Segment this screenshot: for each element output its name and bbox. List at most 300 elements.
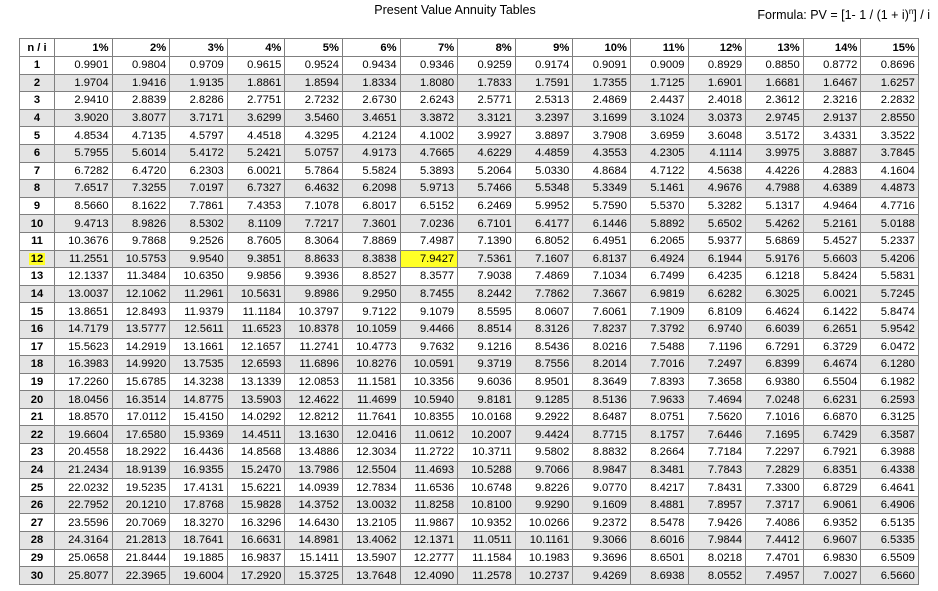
- value-cell: 4.7122: [630, 162, 688, 180]
- value-cell: 5.7245: [861, 285, 919, 303]
- value-cell: 12.6593: [227, 356, 285, 374]
- value-cell: 7.3667: [573, 285, 631, 303]
- value-cell: 0.9434: [342, 57, 400, 75]
- value-cell: 8.0552: [688, 567, 746, 585]
- value-cell: 0.9615: [227, 57, 285, 75]
- value-cell: 9.4424: [515, 426, 573, 444]
- value-cell: 6.9352: [803, 514, 861, 532]
- value-cell: 8.5436: [515, 338, 573, 356]
- value-cell: 6.8052: [515, 232, 573, 250]
- value-cell: 7.5488: [630, 338, 688, 356]
- value-cell: 0.9091: [573, 57, 631, 75]
- period-cell: 28: [20, 532, 55, 550]
- value-cell: 13.1661: [170, 338, 228, 356]
- value-cell: 13.1630: [285, 426, 343, 444]
- table-row: [20, 444, 919, 462]
- value-cell: 3.4331: [803, 127, 861, 145]
- value-cell: 14.0292: [227, 408, 285, 426]
- value-cell: 7.2297: [746, 444, 804, 462]
- value-cell: 5.3282: [688, 197, 746, 215]
- value-cell: 2.4018: [688, 92, 746, 110]
- period-cell: 3: [20, 92, 55, 110]
- value-cell: 5.2421: [227, 144, 285, 162]
- value-cell: 12.0416: [342, 426, 400, 444]
- value-cell: 6.3025: [746, 285, 804, 303]
- value-cell: 11.2578: [458, 567, 516, 585]
- value-cell: 9.1216: [458, 338, 516, 356]
- value-cell: 1.9416: [112, 74, 170, 92]
- value-cell: 8.7556: [515, 356, 573, 374]
- value-cell: 8.8832: [573, 444, 631, 462]
- rate-header: 3%: [170, 39, 228, 57]
- value-cell: 14.8775: [170, 391, 228, 409]
- value-cell: 7.8393: [630, 373, 688, 391]
- value-cell: 2.9410: [55, 92, 113, 110]
- value-cell: 11.6536: [400, 479, 458, 497]
- rate-header: 8%: [458, 39, 516, 57]
- value-cell: 6.5504: [803, 373, 861, 391]
- value-cell: 3.8077: [112, 109, 170, 127]
- value-cell: 9.9290: [515, 496, 573, 514]
- table-row: [20, 144, 919, 162]
- value-cell: 10.8100: [458, 496, 516, 514]
- value-cell: 12.8212: [285, 408, 343, 426]
- value-cell: 7.3255: [112, 180, 170, 198]
- value-cell: 17.2260: [55, 373, 113, 391]
- value-cell: 6.8399: [746, 356, 804, 374]
- rate-header: 12%: [688, 39, 746, 57]
- value-cell: 1.7125: [630, 74, 688, 92]
- value-cell: 7.8957: [688, 496, 746, 514]
- value-cell: 6.9819: [630, 285, 688, 303]
- value-cell: 5.7864: [285, 162, 343, 180]
- value-cell: 2.4437: [630, 92, 688, 110]
- value-cell: 6.5509: [861, 549, 919, 567]
- value-cell: 11.0511: [458, 532, 516, 550]
- value-cell: 11.2741: [285, 338, 343, 356]
- value-cell: 8.6938: [630, 567, 688, 585]
- value-cell: 6.1280: [861, 356, 919, 374]
- value-cell: 11.2722: [400, 444, 458, 462]
- value-cell: 5.7590: [573, 197, 631, 215]
- value-cell: 11.7641: [342, 408, 400, 426]
- period-cell: 27: [20, 514, 55, 532]
- value-cell: 9.3696: [573, 549, 631, 567]
- value-cell: 10.1161: [515, 532, 573, 550]
- value-cell: 6.4235: [688, 268, 746, 286]
- table-row: [20, 180, 919, 198]
- value-cell: 7.3658: [688, 373, 746, 391]
- value-cell: 10.0168: [458, 408, 516, 426]
- value-cell: 2.8286: [170, 92, 228, 110]
- period-cell: 30: [20, 567, 55, 585]
- value-cell: 4.4518: [227, 127, 285, 145]
- value-cell: 21.2813: [112, 532, 170, 550]
- value-cell: 6.2303: [170, 162, 228, 180]
- period-cell: [20, 250, 55, 268]
- period-cell: 4: [20, 109, 55, 127]
- value-cell: 11.1581: [342, 373, 400, 391]
- value-cell: 9.1079: [400, 303, 458, 321]
- value-cell: 6.8729: [803, 479, 861, 497]
- value-cell: 7.8431: [688, 479, 746, 497]
- value-cell: 6.4674: [803, 356, 861, 374]
- value-cell: 4.4226: [746, 162, 804, 180]
- value-cell: 0.8850: [746, 57, 804, 75]
- value-cell: 12.2777: [400, 549, 458, 567]
- value-cell: 9.3851: [227, 250, 285, 268]
- value-cell: 6.3125: [861, 408, 919, 426]
- value-cell: 3.9020: [55, 109, 113, 127]
- value-cell: 6.4924: [630, 250, 688, 268]
- value-cell: 5.9176: [746, 250, 804, 268]
- value-cell: 3.5172: [746, 127, 804, 145]
- value-cell: 7.3717: [746, 496, 804, 514]
- value-cell: 8.5478: [630, 514, 688, 532]
- value-cell: 15.3725: [285, 567, 343, 585]
- value-cell: 14.8568: [227, 444, 285, 462]
- value-cell: 11.0612: [400, 426, 458, 444]
- value-cell: 13.1339: [227, 373, 285, 391]
- value-cell: 0.9346: [400, 57, 458, 75]
- value-cell: 3.9927: [458, 127, 516, 145]
- value-cell: 9.8181: [458, 391, 516, 409]
- value-cell: 8.2442: [458, 285, 516, 303]
- value-cell: 10.2737: [515, 567, 573, 585]
- value-cell: 16.3983: [55, 356, 113, 374]
- value-cell: 6.5135: [861, 514, 919, 532]
- value-cell: 13.5907: [342, 549, 400, 567]
- value-cell: 6.4641: [861, 479, 919, 497]
- value-cell: 11.8258: [400, 496, 458, 514]
- value-cell: 8.5302: [170, 215, 228, 233]
- value-cell: 8.0751: [630, 408, 688, 426]
- table-row: [20, 549, 919, 567]
- value-cell: 14.9920: [112, 356, 170, 374]
- value-cell: 8.4881: [630, 496, 688, 514]
- table-row: [20, 426, 919, 444]
- table-row: [20, 285, 919, 303]
- table-row: [20, 268, 919, 286]
- period-cell: 20: [20, 391, 55, 409]
- value-cell: 10.0266: [515, 514, 573, 532]
- value-cell: 11.4699: [342, 391, 400, 409]
- value-cell: 25.0658: [55, 549, 113, 567]
- table-row: [20, 514, 919, 532]
- value-cell: 19.6604: [55, 426, 113, 444]
- value-cell: 4.9173: [342, 144, 400, 162]
- value-cell: 4.9464: [803, 197, 861, 215]
- period-cell: 11: [20, 232, 55, 250]
- value-cell: 5.2337: [861, 232, 919, 250]
- value-cell: 10.8276: [342, 356, 400, 374]
- value-cell: 7.4412: [746, 532, 804, 550]
- value-cell: 19.5235: [112, 479, 170, 497]
- value-cell: 18.3270: [170, 514, 228, 532]
- value-cell: 0.9259: [458, 57, 516, 75]
- value-cell: 0.8772: [803, 57, 861, 75]
- value-cell: 22.3965: [112, 567, 170, 585]
- table-row: [20, 320, 919, 338]
- value-cell: 6.7921: [803, 444, 861, 462]
- value-cell: 10.9352: [458, 514, 516, 532]
- rate-header: 4%: [227, 39, 285, 57]
- period-cell: 8: [20, 180, 55, 198]
- value-cell: 9.3719: [458, 356, 516, 374]
- value-cell: 6.1944: [688, 250, 746, 268]
- value-cell: 8.3064: [285, 232, 343, 250]
- value-cell: 5.4206: [861, 250, 919, 268]
- value-cell: 2.3216: [803, 92, 861, 110]
- value-cell: 0.9709: [170, 57, 228, 75]
- value-cell: 12.8493: [112, 303, 170, 321]
- value-cell: 7.3300: [746, 479, 804, 497]
- value-cell: 21.2434: [55, 461, 113, 479]
- value-cell: 4.2124: [342, 127, 400, 145]
- period-cell: 2: [20, 74, 55, 92]
- value-cell: 5.9542: [861, 320, 919, 338]
- value-cell: 7.4694: [688, 391, 746, 409]
- value-cell: 18.8570: [55, 408, 113, 426]
- value-cell: 14.8981: [285, 532, 343, 550]
- period-cell: 24: [20, 461, 55, 479]
- value-cell: 2.9745: [746, 109, 804, 127]
- value-cell: 5.6603: [803, 250, 861, 268]
- value-cell: 2.6243: [400, 92, 458, 110]
- value-cell: 7.9038: [458, 268, 516, 286]
- value-cell: 7.4869: [515, 268, 573, 286]
- value-cell: 8.9847: [573, 461, 631, 479]
- value-cell: 7.7843: [688, 461, 746, 479]
- table-row: [20, 109, 919, 127]
- value-cell: 17.0112: [112, 408, 170, 426]
- value-cell: 7.0236: [400, 215, 458, 233]
- value-cell: 8.0218: [688, 549, 746, 567]
- value-cell: 8.3126: [515, 320, 573, 338]
- value-cell: 1.7833: [458, 74, 516, 92]
- value-cell: 4.4873: [861, 180, 919, 198]
- value-cell: 5.0330: [515, 162, 573, 180]
- value-cell: 11.6523: [227, 320, 285, 338]
- value-cell: 12.1371: [400, 532, 458, 550]
- value-cell: 8.6487: [573, 408, 631, 426]
- value-cell: 24.3164: [55, 532, 113, 550]
- value-cell: 5.3349: [573, 180, 631, 198]
- value-cell: 10.0591: [400, 356, 458, 374]
- value-cell: 5.4172: [170, 144, 228, 162]
- value-cell: 6.0472: [861, 338, 919, 356]
- value-cell: 10.5288: [458, 461, 516, 479]
- table-row: [20, 74, 919, 92]
- value-cell: 5.6502: [688, 215, 746, 233]
- table-row: [20, 215, 919, 233]
- value-cell: 8.0216: [573, 338, 631, 356]
- value-cell: 6.5335: [861, 532, 919, 550]
- value-cell: 7.7861: [170, 197, 228, 215]
- value-cell: 9.8226: [515, 479, 573, 497]
- value-cell: 9.2372: [573, 514, 631, 532]
- value-cell: 5.2161: [803, 215, 861, 233]
- value-cell: 5.9713: [400, 180, 458, 198]
- value-cell: 3.8897: [515, 127, 573, 145]
- value-cell: 15.5623: [55, 338, 113, 356]
- period-cell: 29: [20, 549, 55, 567]
- value-cell: 5.6869: [746, 232, 804, 250]
- value-cell: 9.3936: [285, 268, 343, 286]
- period-cell: 25: [20, 479, 55, 497]
- value-cell: 17.8768: [170, 496, 228, 514]
- formula-exponent: n: [908, 7, 914, 16]
- value-cell: 16.3514: [112, 391, 170, 409]
- value-cell: 10.1059: [342, 320, 400, 338]
- value-cell: 9.9856: [227, 268, 285, 286]
- value-cell: 4.5638: [688, 162, 746, 180]
- value-cell: 6.6870: [803, 408, 861, 426]
- value-cell: 4.7988: [746, 180, 804, 198]
- table-row: [20, 57, 919, 75]
- value-cell: 7.4353: [227, 197, 285, 215]
- value-cell: 4.1604: [861, 162, 919, 180]
- value-cell: 8.8527: [342, 268, 400, 286]
- period-cell: 10: [20, 215, 55, 233]
- value-cell: 6.1446: [573, 215, 631, 233]
- value-cell: 4.4859: [515, 144, 573, 162]
- table-row: [20, 162, 919, 180]
- value-cell: 12.1062: [112, 285, 170, 303]
- value-cell: 4.6229: [458, 144, 516, 162]
- value-cell: 5.4262: [746, 215, 804, 233]
- table-row: [20, 461, 919, 479]
- value-cell: 12.4090: [400, 567, 458, 585]
- value-cell: 11.4693: [400, 461, 458, 479]
- value-cell: 8.4217: [630, 479, 688, 497]
- value-cell: 1.6901: [688, 74, 746, 92]
- value-cell: 6.7429: [803, 426, 861, 444]
- value-cell: 14.7179: [55, 320, 113, 338]
- value-cell: 6.1422: [803, 303, 861, 321]
- value-cell: 11.2961: [170, 285, 228, 303]
- value-cell: 21.8444: [112, 549, 170, 567]
- value-cell: 5.9377: [688, 232, 746, 250]
- value-cell: 4.8684: [573, 162, 631, 180]
- value-cell: 9.4269: [573, 567, 631, 585]
- value-cell: 6.4906: [861, 496, 919, 514]
- table-row: [20, 567, 919, 585]
- table-row: [20, 232, 919, 250]
- value-cell: 10.1983: [515, 549, 573, 567]
- table-row: [20, 356, 919, 374]
- value-cell: 9.4713: [55, 215, 113, 233]
- value-cell: 1.7355: [573, 74, 631, 92]
- value-cell: 5.7955: [55, 144, 113, 162]
- value-cell: 6.8109: [688, 303, 746, 321]
- period-cell: 5: [20, 127, 55, 145]
- value-cell: 10.6748: [458, 479, 516, 497]
- table-row: [20, 338, 919, 356]
- value-cell: 8.5136: [573, 391, 631, 409]
- table-row: [20, 532, 919, 550]
- value-cell: 0.9174: [515, 57, 573, 75]
- value-cell: 9.7066: [515, 461, 573, 479]
- value-cell: 7.1695: [746, 426, 804, 444]
- value-cell: 8.7455: [400, 285, 458, 303]
- value-cell: 14.4511: [227, 426, 285, 444]
- value-cell: 13.4062: [342, 532, 400, 550]
- value-cell: 4.5797: [170, 127, 228, 145]
- value-cell: 8.1757: [630, 426, 688, 444]
- table-row: [20, 391, 919, 409]
- value-cell: 5.5348: [515, 180, 573, 198]
- value-cell: 16.9837: [227, 549, 285, 567]
- value-cell: 9.0770: [573, 479, 631, 497]
- value-cell: 0.8696: [861, 57, 919, 75]
- value-cell: 16.9355: [170, 461, 228, 479]
- value-cell: 16.3296: [227, 514, 285, 532]
- value-cell: 6.3587: [861, 426, 919, 444]
- value-cell: 3.4651: [342, 109, 400, 127]
- value-cell: 4.1002: [400, 127, 458, 145]
- value-cell: 8.1109: [227, 215, 285, 233]
- value-cell: 4.2305: [630, 144, 688, 162]
- value-cell: 7.6446: [688, 426, 746, 444]
- value-cell: 3.0373: [688, 109, 746, 127]
- value-cell: 13.0037: [55, 285, 113, 303]
- value-cell: 4.3295: [285, 127, 343, 145]
- value-cell: 14.3238: [170, 373, 228, 391]
- value-cell: 3.3872: [400, 109, 458, 127]
- value-cell: 9.2526: [170, 232, 228, 250]
- value-cell: 6.2065: [630, 232, 688, 250]
- value-cell: 6.7101: [458, 215, 516, 233]
- value-cell: 1.8594: [285, 74, 343, 92]
- value-cell: 6.4338: [861, 461, 919, 479]
- value-cell: 3.2397: [515, 109, 573, 127]
- value-cell: 6.4951: [573, 232, 631, 250]
- value-cell: 7.9426: [688, 514, 746, 532]
- value-cell: 7.1078: [285, 197, 343, 215]
- value-cell: 13.0032: [342, 496, 400, 514]
- value-cell: 13.7986: [285, 461, 343, 479]
- value-cell: 10.3676: [55, 232, 113, 250]
- value-cell: 7.6061: [573, 303, 631, 321]
- value-cell: 3.8887: [803, 144, 861, 162]
- value-cell: 7.2497: [688, 356, 746, 374]
- value-cell: 7.4701: [746, 549, 804, 567]
- value-cell: 7.3601: [342, 215, 400, 233]
- value-cell: 19.6004: [170, 567, 228, 585]
- value-cell: 7.1390: [458, 232, 516, 250]
- value-cell: 7.1607: [515, 250, 573, 268]
- value-cell: 4.9676: [688, 180, 746, 198]
- value-cell: 7.7016: [630, 356, 688, 374]
- value-cell: 2.8839: [112, 92, 170, 110]
- value-cell: 8.1622: [112, 197, 170, 215]
- formula-suffix: ] / i: [913, 8, 930, 23]
- value-cell: 12.1657: [227, 338, 285, 356]
- value-cell: 6.7327: [227, 180, 285, 198]
- value-cell: 5.8474: [861, 303, 919, 321]
- value-cell: 6.9740: [688, 320, 746, 338]
- value-cell: 8.7715: [573, 426, 631, 444]
- value-cell: 17.6580: [112, 426, 170, 444]
- rate-header: 11%: [630, 39, 688, 57]
- rate-header: 10%: [573, 39, 631, 57]
- table-row: [20, 92, 919, 110]
- value-cell: 3.9975: [746, 144, 804, 162]
- value-cell: 16.4436: [170, 444, 228, 462]
- value-cell: 13.5777: [112, 320, 170, 338]
- rate-header: 6%: [342, 39, 400, 57]
